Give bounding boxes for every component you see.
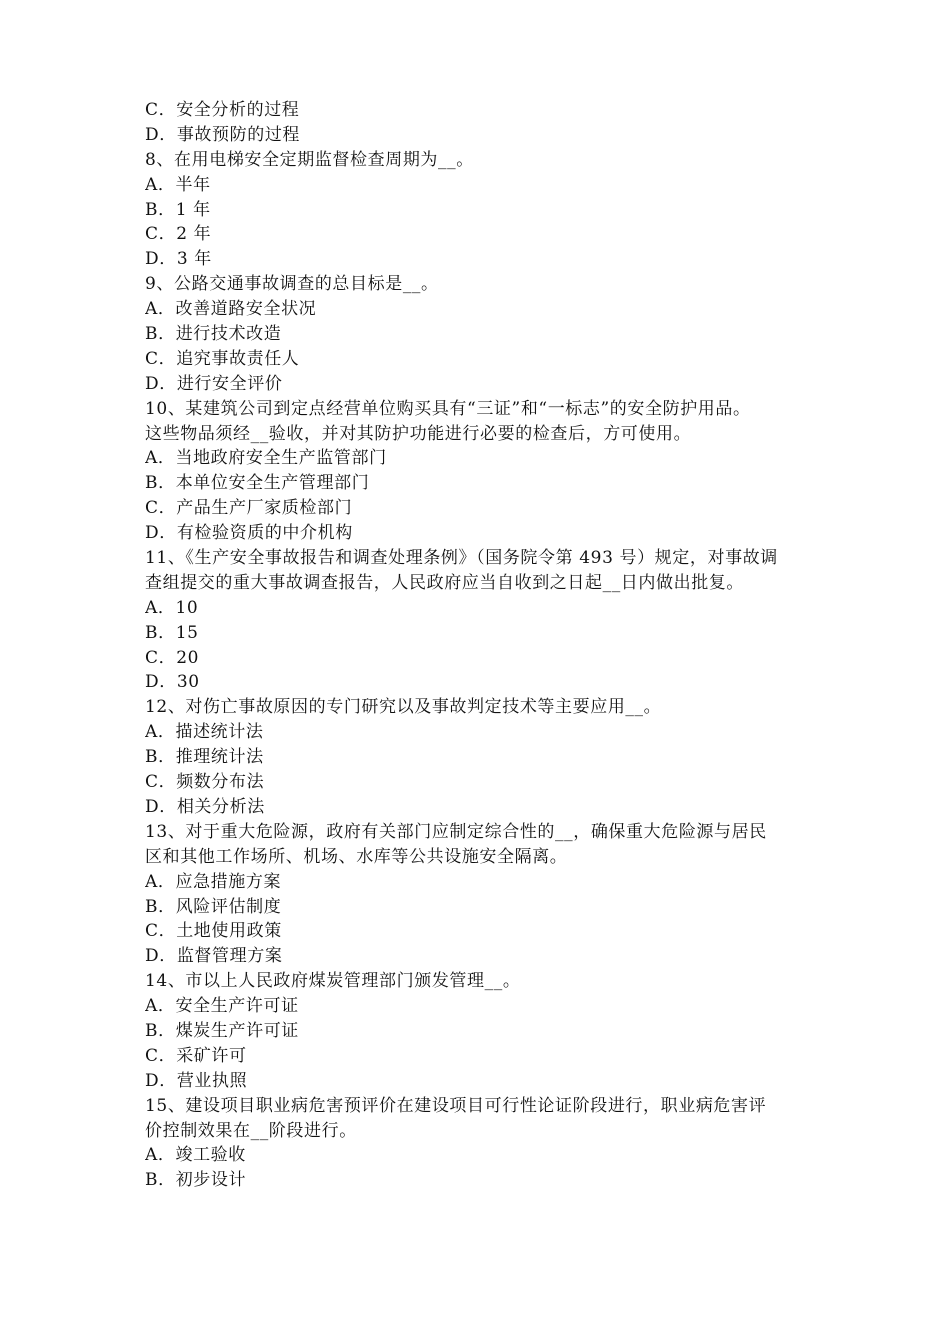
- answer-option: A．描述统计法: [145, 722, 264, 743]
- answer-option: A．当地政府安全生产监管部门: [145, 448, 387, 469]
- answer-option: D．有检验资质的中介机构: [145, 523, 353, 544]
- answer-option: C．追究事故责任人: [145, 348, 300, 369]
- answer-option: D．相关分析法: [145, 796, 265, 817]
- question-text-line: 查组提交的重大事故调查报告，人民政府应当自收到之日起__日内做出批复。: [145, 572, 744, 593]
- answer-option: A．竣工验收: [145, 1145, 246, 1166]
- answer-option: D．进行安全评价: [145, 373, 283, 394]
- answer-option: B．风险评估制度: [145, 896, 282, 917]
- document-page: [145, 98, 815, 1193]
- question-text-line: 12、对伤亡事故原因的专门研究以及事故判定技术等主要应用__。: [145, 697, 662, 718]
- answer-option: C．频数分布法: [145, 772, 265, 793]
- question-text-line: 这些物品须经__验收，并对其防护功能进行必要的检查后，方可使用。: [145, 423, 692, 444]
- answer-option: B．进行技术改造: [145, 324, 282, 345]
- answer-option: A．安全生产许可证: [145, 996, 299, 1017]
- question-text-line: 13、对于重大危险源，政府有关部门应制定综合性的__，确保重大危险源与居民: [145, 821, 767, 842]
- question-text-line: 15、建设项目职业病危害预评价在建设项目可行性论证阶段进行，职业病危害评: [145, 1095, 767, 1116]
- answer-option: B．煤炭生产许可证: [145, 1020, 299, 1041]
- question-text-line: 14、市以上人民政府煤炭管理部门颁发管理__。: [145, 971, 521, 992]
- answer-option: A．半年: [145, 174, 211, 195]
- answer-option: C．2 年: [145, 224, 212, 245]
- answer-option: D．监督管理方案: [145, 946, 283, 967]
- answer-option: C．20: [145, 647, 200, 668]
- answer-option: C．土地使用政策: [145, 921, 282, 942]
- answer-option: C．采矿许可: [145, 1045, 247, 1066]
- answer-option: A．改善道路安全状况: [145, 299, 317, 320]
- answer-option: A．10: [145, 597, 199, 618]
- answer-option: B．本单位安全生产管理部门: [145, 473, 370, 494]
- answer-option: B．初步设计: [145, 1170, 247, 1191]
- answer-option: D．30: [145, 672, 200, 693]
- question-text-line: 10、某建筑公司到定点经营单位购买具有“三证”和“一标志”的安全防护用品。: [145, 398, 751, 419]
- answer-option: D．事故预防的过程: [145, 124, 301, 145]
- answer-option: D．营业执照: [145, 1070, 248, 1091]
- question-text-line: 11、《生产安全事故报告和调查处理条例》（国务院令第 493 号）规定，对事故调: [145, 548, 778, 569]
- question-text-line: 9、公路交通事故调查的总目标是__。: [145, 274, 439, 295]
- question-text-line: 区和其他工作场所、机场、水库等公共设施安全隔离。: [145, 846, 568, 867]
- answer-option: D．3 年: [145, 249, 212, 270]
- answer-option: B．1 年: [145, 199, 211, 220]
- answer-option: C．安全分析的过程: [145, 100, 300, 120]
- question-text-line: 价控制效果在__阶段进行。: [145, 1120, 357, 1141]
- answer-option: B．推理统计法: [145, 747, 264, 768]
- answer-option: A．应急措施方案: [145, 871, 282, 892]
- answer-option: B．15: [145, 622, 199, 643]
- answer-option: C．产品生产厂家质检部门: [145, 498, 353, 519]
- question-text-line: 8、在用电梯安全定期监督检查周期为__。: [145, 149, 474, 170]
